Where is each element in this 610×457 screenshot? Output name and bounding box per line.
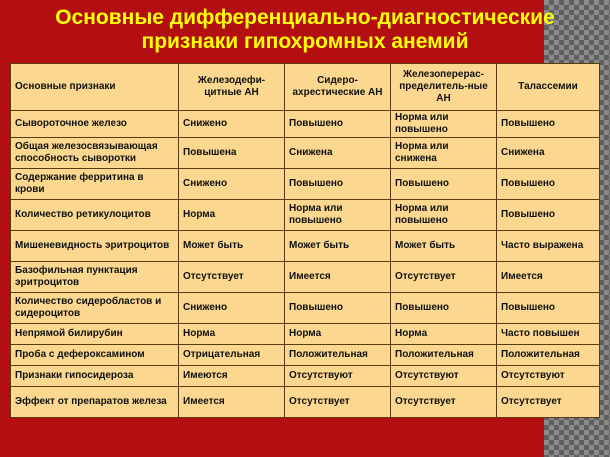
table-cell: Отсутствует [391, 262, 497, 293]
row-label: Эффект от препаратов железа [11, 387, 179, 418]
row-label: Общая железосвязывающая способность сыворотки [11, 138, 179, 169]
row-label: Мишеневидность эритроцитов [11, 231, 179, 262]
table-row [11, 231, 600, 262]
table-cell: Повышено [497, 293, 600, 324]
table-cell: Снижено [179, 293, 285, 324]
title-line-1: Основные дифференциально-диагностические [55, 6, 555, 29]
header-cell: Сидеро-ахрестические АН [285, 64, 391, 111]
row-label: Количество ретикулоцитов [11, 200, 179, 231]
table-cell: Норма [179, 324, 285, 345]
table-row [11, 345, 600, 366]
slide-title [0, 6, 610, 54]
table-cell: Отсутствуют [391, 366, 497, 387]
table-cell: Снижено [179, 111, 285, 138]
table-cell: Норма [391, 324, 497, 345]
table-cell: Повышено [391, 169, 497, 200]
table-row [11, 366, 600, 387]
table-row [11, 138, 600, 169]
row-label: Количество сидеробластов и сидероцитов [11, 293, 179, 324]
table-cell: Имеется [179, 387, 285, 418]
header-cell: Талассемии [497, 64, 600, 111]
table-cell: Повышено [285, 169, 391, 200]
table-cell: Норма или повышено [285, 200, 391, 231]
table-cell: Повышено [497, 200, 600, 231]
table-row [11, 387, 600, 418]
table-cell: Повышено [391, 293, 497, 324]
row-label: Непрямой билирубин [11, 324, 179, 345]
table-cell: Часто повышен [497, 324, 600, 345]
table-row [11, 262, 600, 293]
table-cell: Норма или повышено [391, 200, 497, 231]
header-row [11, 64, 600, 111]
table-row [11, 293, 600, 324]
row-label: Признаки гипосидероза [11, 366, 179, 387]
table-row [11, 111, 600, 138]
table-cell: Отсутствует [285, 387, 391, 418]
table-cell: Норма или повышено [391, 111, 497, 138]
header-cell: Железодефи-цитные АН [179, 64, 285, 111]
table-cell: Имеется [497, 262, 600, 293]
table-row [11, 169, 600, 200]
title-line-2: признаки гипохромных анемий [141, 30, 469, 53]
table-cell: Может быть [285, 231, 391, 262]
row-label: Базофильная пунктация эритроцитов [11, 262, 179, 293]
header-cell: Основные признаки [11, 64, 179, 111]
row-label: Проба с дефероксамином [11, 345, 179, 366]
table-cell: Повышено [285, 111, 391, 138]
header-cell: Железоперерас-пределитель-ные АН [391, 64, 497, 111]
table-cell: Имеется [285, 262, 391, 293]
table-cell: Отсутствуют [497, 366, 600, 387]
table-cell: Повышено [497, 169, 600, 200]
table-cell: Снижена [497, 138, 600, 169]
table-cell: Положительная [285, 345, 391, 366]
table-cell: Отсутствуют [285, 366, 391, 387]
table-cell: Снижена [285, 138, 391, 169]
table-cell: Отсутствует [391, 387, 497, 418]
table-cell: Отрицательная [179, 345, 285, 366]
table-cell: Снижено [179, 169, 285, 200]
table-cell: Повышено [285, 293, 391, 324]
table-row [11, 200, 600, 231]
row-label: Сывороточное железо [11, 111, 179, 138]
row-label: Содержание ферритина в крови [11, 169, 179, 200]
table-cell: Норма [285, 324, 391, 345]
table-cell: Повышено [497, 111, 600, 138]
table-cell: Норма или снижена [391, 138, 497, 169]
anemia-table [10, 63, 600, 418]
table-cell: Часто выражена [497, 231, 600, 262]
table-row [11, 324, 600, 345]
table-cell: Норма [179, 200, 285, 231]
table-cell: Может быть [179, 231, 285, 262]
table-cell: Может быть [391, 231, 497, 262]
table-cell: Отсутствует [179, 262, 285, 293]
table-cell: Положительная [497, 345, 600, 366]
table-cell: Повышена [179, 138, 285, 169]
table-cell: Имеются [179, 366, 285, 387]
table-cell: Отсутствует [497, 387, 600, 418]
table-cell: Положительная [391, 345, 497, 366]
